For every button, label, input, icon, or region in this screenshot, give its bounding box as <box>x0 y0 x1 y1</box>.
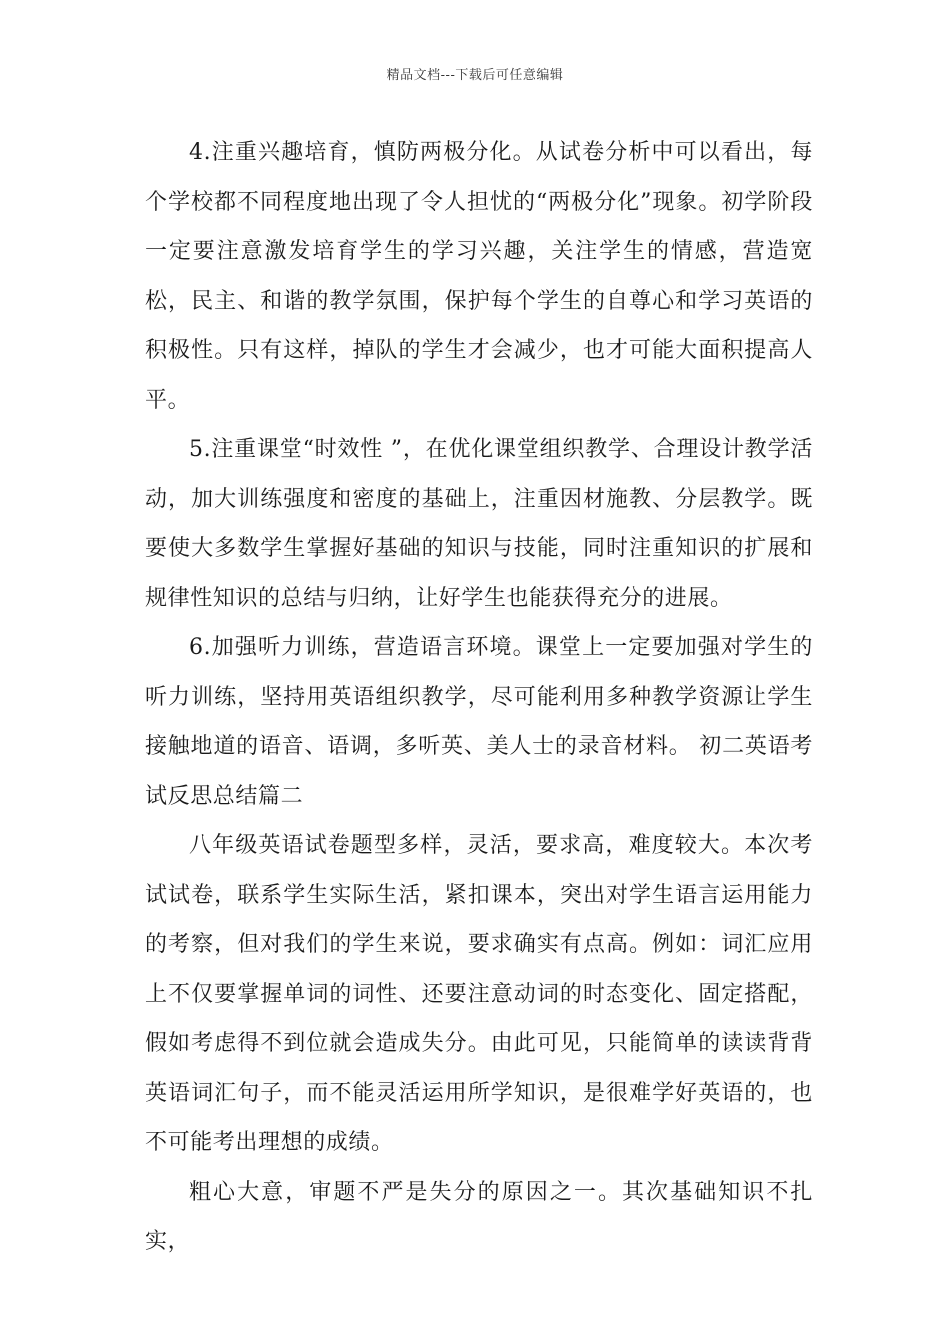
paragraph-careless-mistakes: 粗心大意，审题不严是失分的原因之一。其次基础知识不扎实， <box>145 1179 813 1254</box>
paragraph-classroom-efficiency: 5.注重课堂“时效性 ”，在优化课堂组织教学、合理设计教学活动，加大训练强度和密度的基础上，注重因材施教、分层教学。既要使大多数学生掌握好基础的知识与技能，同时注重知识的扩展和规律性知识的总结与归纳，让好学生也能获得充分的进展。 <box>145 437 813 611</box>
paragraph-listening-training: 6.加强听力训练，营造语言环境。课堂上一定要加强对学生的听力训练，坚持用英语组织教学，尽可能利用多种教学资源让学生接触地道的语音、语调，多听英、美人士的录音材料。 初二英语考试反思总结篇二 <box>145 635 813 809</box>
page-header: 精品文档---下载后可任意编辑 <box>386 68 564 83</box>
paragraph-exam-analysis: 八年级英语试卷题型多样，灵活，要求高，难度较大。本次考试试卷，联系学生实际生活，紧扣课本，突出对学生语言运用能力的考察，但对我们的学生来说，要求确实有点高。例如：词汇应用上不仅要掌握单词的词性、还要注意动词的时态变化、固定搭配，假如考虑得不到位就会造成失分。由此可见，只能简单的读读背背英语词汇句子，而不能灵活运用所学知识，是很难学好英语的，也不可能考出理想的成绩。 <box>145 833 813 1155</box>
paragraph-interest-cultivation: 4.注重兴趣培育，慎防两极分化。从试卷分析中可以看出，每个学校都不同程度地出现了令人担忧的“两极分化”现象。初学阶段一定要注意激发培育学生的学习兴趣，关注学生的情感，营造宽松，民主、和谐的教学氛围，保护每个学生的自尊心和学习英语的积极性。只有这样，掉队的学生才会减少，也才可能大面积提高人平。 <box>145 140 813 413</box>
document-body <box>145 128 813 1267</box>
